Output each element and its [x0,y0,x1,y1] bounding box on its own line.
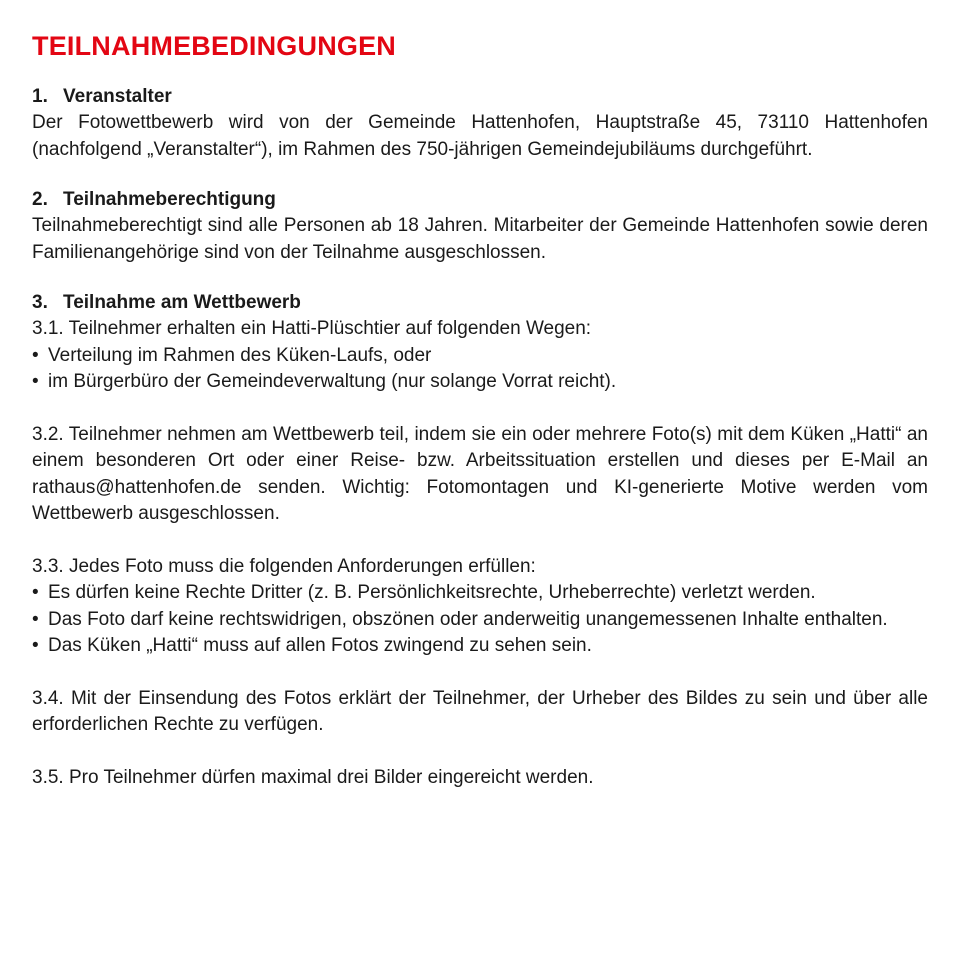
subsection-3-4 [32,686,928,739]
subsection-body: 3.2. Teilnehmer nehmen am Wettbewerb teil, indem sie ein oder mehrere Foto(s) mit dem Küken „Hatti“ an einem besonderen Ort oder einer Reise- bzw. Arbeitssituation erstellen und dieses per E-Mail an rathaus@hattenhofen.de senden. Wichtig: Fotomontagen und KI-generierte Motive werden vom Wettbewerb ausgeschlossen. [32,423,928,524]
subsection-intro: 3.3. Jedes Foto muss die folgenden Anforderungen erfüllen: [32,555,536,577]
section-heading [32,187,928,213]
section-teilnahme-am-wettbewerb [32,290,928,791]
list-item [32,369,928,396]
list-item [32,343,928,370]
list-item-text: Das Küken „Hatti“ muss auf allen Fotos zwingend zu sehen sein. [48,635,592,656]
subsection-intro: 3.1. Teilnehmer erhalten ein Hatti-Plüschtier auf folgenden Wegen: [32,318,592,339]
section-heading-label: Veranstalter [63,86,172,107]
page-title: TEILNAHMEBEDINGUNGEN [32,31,397,61]
subsection-body: 3.5. Pro Teilnehmer dürfen maximal drei Bilder eingereicht werden. [32,766,594,788]
subsection-3-5 [32,765,928,792]
section-teilnahmeberechtigung [32,187,928,266]
section-heading [32,290,928,316]
bullet-icon: • [32,635,39,656]
bullet-icon: • [32,344,39,366]
section-body: Teilnahmeberechtigt sind alle Personen ab 18 Jahren. Mitarbeiter der Gemeinde Hattenhofen sowie deren Familienangehörige sind von der Teilnahme ausgeschlossen. [32,215,928,263]
bullet-list [32,580,928,660]
subsection-3-3 [32,554,928,660]
section-body: Der Fotowettbewerb wird von der Gemeinde Hattenhofen, Hauptstraße 45, 73110 Hattenhofen (nachfolgend „Veranstalter“), im Rahmen des 750-jährigen Gemeindejubiläums durchgeführt. [32,112,928,160]
list-item [32,633,928,660]
list-item-text: Das Foto darf keine rechtswidrigen, obszönen oder anderweitig unangemessenen Inhalte enthalten. [48,608,888,630]
subsection-body: 3.4. Mit der Einsendung des Fotos erklärt der Teilnehmer, der Urheber des Bildes zu sein und über alle erforderlichen Rechte zu verfügen. [32,687,928,735]
list-item [32,580,928,607]
section-heading-label: Teilnahmeberechtigung [63,189,276,210]
subsection-3-2 [32,422,928,528]
list-item [32,607,928,634]
section-number: 1. [32,86,48,107]
list-item-text: Verteilung im Rahmen des Küken-Laufs, oder [48,344,432,366]
bullet-icon: • [32,608,39,630]
section-veranstalter [32,84,928,163]
section-number: 2. [32,189,48,210]
section-number: 3. [32,292,48,313]
section-heading [32,84,928,110]
list-item-text: Es dürfen keine Rechte Dritter (z. B. Persönlichkeitsrechte, Urheberrechte) verletzt werden. [48,582,816,603]
bullet-icon: • [32,371,39,392]
section-heading-label: Teilnahme am Wettbewerb [63,292,301,313]
subsection-3-1 [32,316,928,396]
bullet-list [32,343,928,396]
bullet-icon: • [32,582,39,603]
list-item-text: im Bürgerbüro der Gemeindeverwaltung (nur solange Vorrat reicht). [48,371,617,392]
